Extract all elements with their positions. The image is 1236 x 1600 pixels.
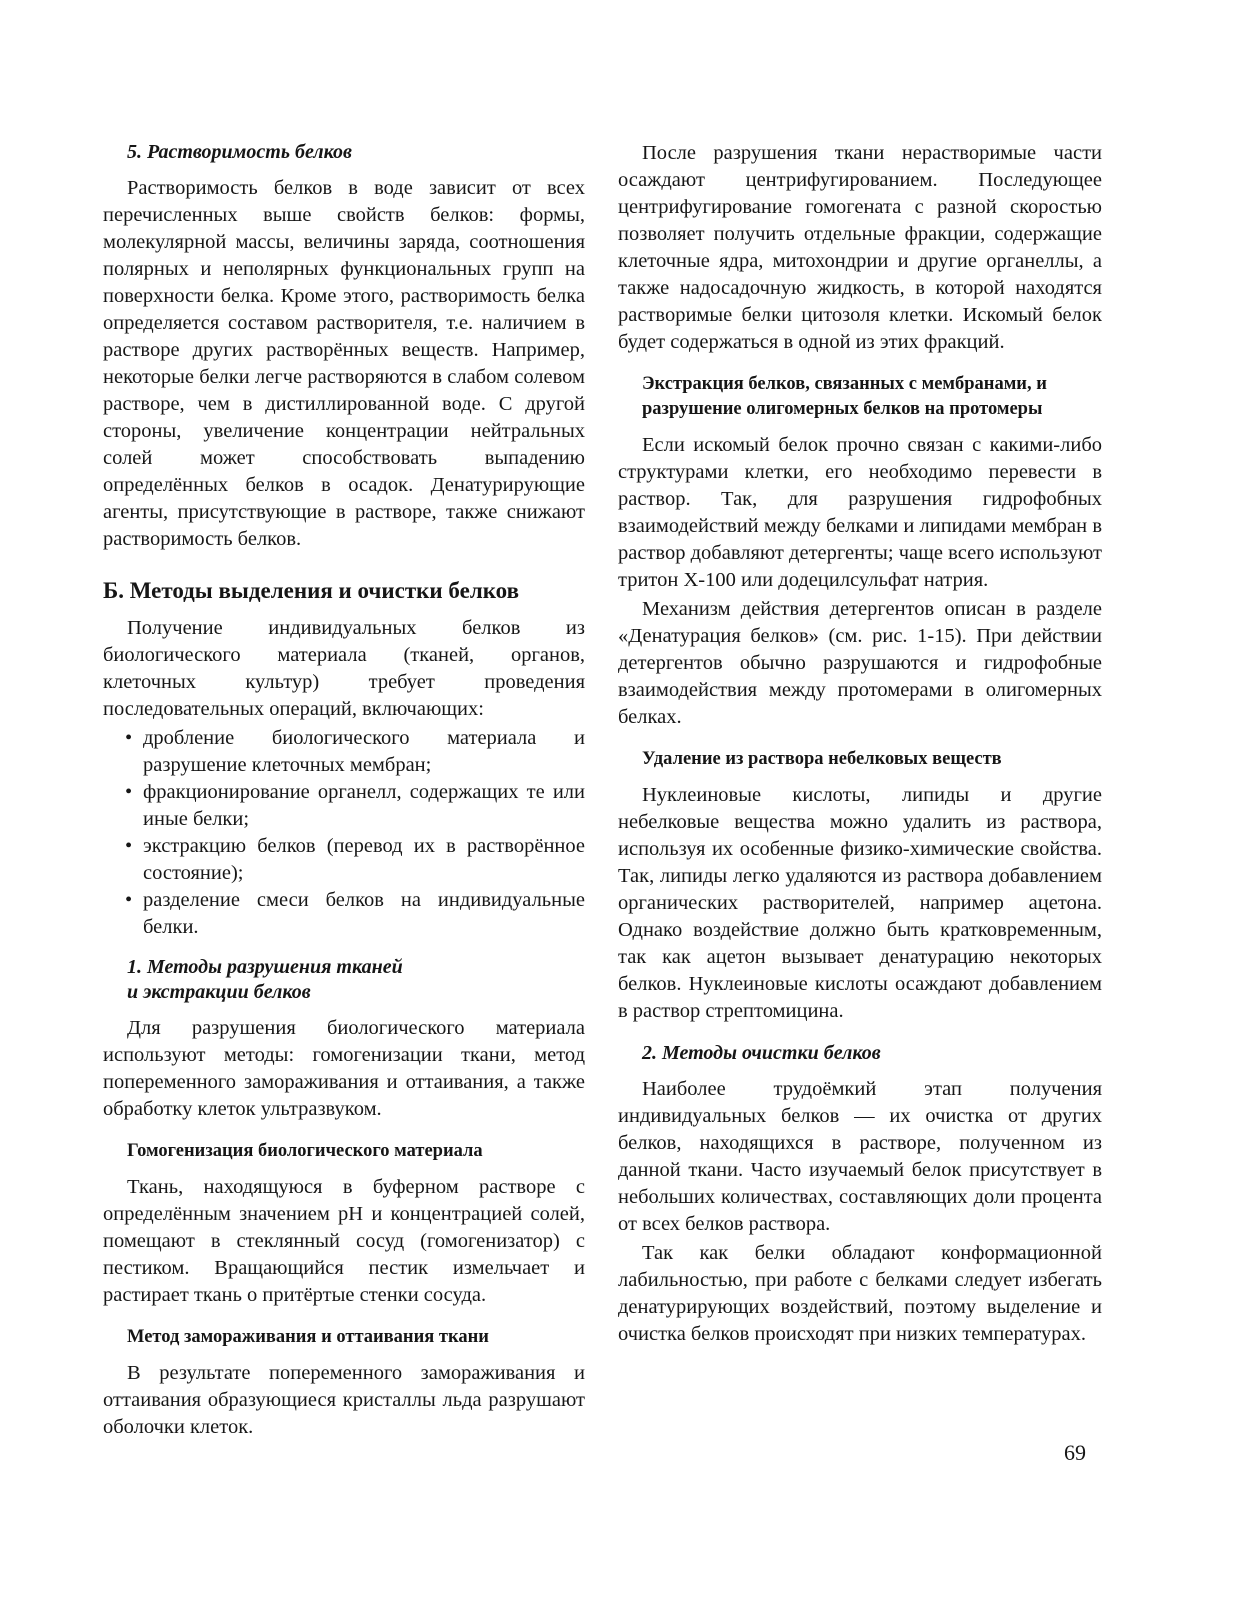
removal-paragraph: Нуклеиновые кислоты, липиды и другие небелковые вещества можно удалить из раствора, используя их особенные физико-химические свойства. Так, липиды легко удаляются из раствора добавлением органических растворителей, например ацетона. Однако воздействие должно быть кратковременным, так как ацетон вызывает денатурацию некоторых белков. Нуклеиновые кислоты осаждают добавлением в раствор стрептомицина. [618,784,1102,1022]
homogenization-heading: Гомогенизация биологического материала [127,1141,483,1161]
list-item-text: фракционирование органелл, содержащих те или иные белки; [143,781,585,830]
solubility-heading: 5. Растворимость белков [127,141,352,163]
freezing-paragraph: В результате попеременного замораживания и оттаивания образующиеся кристаллы льда разрушают оболочки клеток. [103,1362,585,1438]
extraction-paragraph-1: Если искомый белок прочно связан с какими-либо структурами клетки, его необходимо перевести в раствор. Так, для разрушения гидрофобных взаимодействий между белками и липидами мембран в раствор добавляют детергенты; чаще всего используют тритон X-100 или додецилсульфат натрия. [618,434,1102,591]
methods-heading-line2: и экстракции белков [127,981,311,1003]
section-heading: Б. Методы выделения и очистки белков [103,578,520,603]
purification-paragraph-1: Наиболее трудоёмкий этап получения индивидуальных белков — их очистка от других белков, находящихся в растворе, полученном из данной ткани. Часто изучаемый белок присутствует в небольших количествах, составляющих доли процента от всех белков раствора. [618,1078,1102,1235]
purification-heading: 2. Методы очистки белков [642,1042,881,1064]
bullet-icon: • [125,835,133,857]
solubility-paragraph: Растворимость белков в воде зависит от всех перечисленных выше свойств белков: формы, молекулярной массы, величины заряда, соотношения полярных и неполярных функциональных групп на поверхности белка. Кроме этого, растворимость белка определяется составом растворителя, т.е. наличием в растворе других растворённых веществ. Например, некоторые белки легче растворяются в слабом солевом растворе, чем в дистиллированной воде. С другой стороны, увеличение концентрации нейтральных солей может способствовать выпадению определённых белков в осадок. Денатурирующие агенты, присутствующие в растворе, также снижают растворимость белков. [103,177,585,550]
list-item-text: дробление биологического материала и разрушение клеточных мембран; [143,727,585,776]
freezing-heading: Метод замораживания и оттаивания ткани [127,1327,489,1347]
list-item [103,725,585,779]
methods-heading [103,955,585,1005]
operations-list [103,725,585,941]
extraction-heading: Экстракция белков, связанных с мембранами, и разрушение олигомерных белков на протомеры [642,374,1047,419]
list-item [103,833,585,887]
removal-heading: Удаление из раствора небелковых веществ [642,749,1002,769]
methods-heading-line1: 1. Методы разрушения тканей [127,956,403,978]
list-item [103,887,585,941]
list-item-text: экстракцию белков (перевод их в растворённое состояние); [143,835,585,884]
section-intro-paragraph: Получение индивидуальных белков из биологического материала (тканей, органов, клеточных культур) требует проведения последовательных операций, включающих: [103,617,585,720]
homogenization-paragraph: Ткань, находящуюся в буферном растворе с определённым значением pH и концентрацией солей, помещают в стеклянный сосуд (гомогенизатор) с пестиком. Вращающийся пестик измельчает и растирает ткань о притёртые стенки сосуда. [103,1176,585,1306]
page-number: 69 [1064,1440,1086,1465]
right-column [618,140,1102,1350]
extraction-paragraph-2: Механизм действия детергентов описан в разделе «Денатурация белков» (см. рис. 1-15). При действии детергентов обычно разрушаются и гидрофобные взаимодействия между протомерами в олигомерных белках. [618,598,1102,728]
methods-paragraph: Для разрушения биологического материала используют методы: гомогенизации ткани, метод попеременного замораживания и оттаивания, а также обработку клеток ультразвуком. [103,1017,585,1120]
bullet-icon: • [125,781,133,803]
left-column [103,140,585,1443]
centrifuge-paragraph: После разрушения ткани нерастворимые части осаждают центрифугированием. Последующее центрифугирование гомогената с разной скоростью позволяет получить отдельные фракции, содержащие клеточные ядра, митохондрии и другие органеллы, а также надосадочную жидкость, в которой находятся растворимые белки цитозоля клетки. Искомый белок будет содержаться в одной из этих фракций. [618,142,1102,353]
purification-paragraph-2: Так как белки обладают конформационной лабильностью, при работе с белками следует избегать денатурирующих воздействий, поэтому выделение и очистка белков происходят при низких температурах. [618,1242,1102,1345]
list-item [103,779,585,833]
bullet-icon: • [125,727,133,749]
list-item-text: разделение смеси белков на индивидуальные белки. [143,889,585,938]
bullet-icon: • [125,889,133,911]
